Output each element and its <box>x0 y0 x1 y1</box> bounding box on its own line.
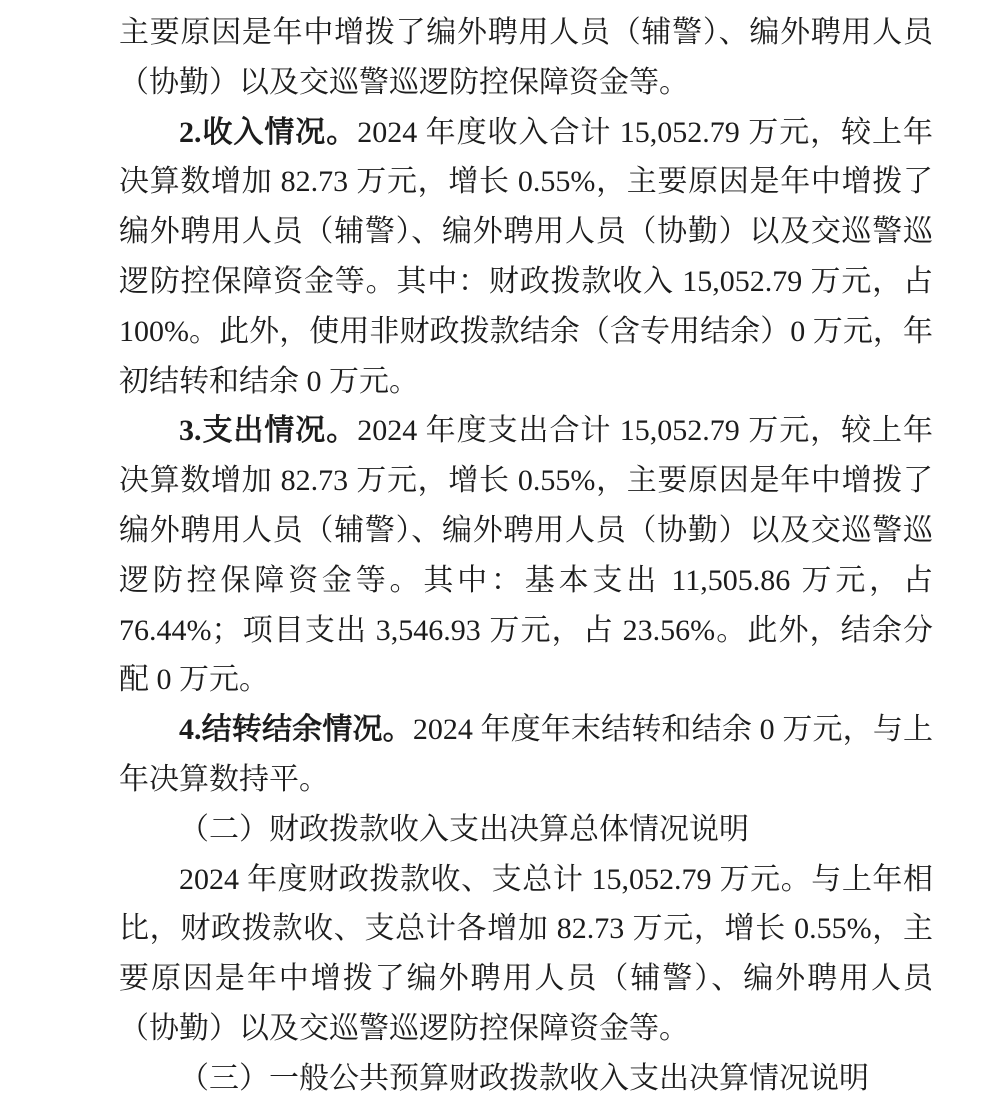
heading-section-two <box>119 805 933 855</box>
paragraph-fiscal-total <box>119 855 933 1054</box>
paragraph-expenditure <box>119 406 933 705</box>
paragraph-income <box>119 108 933 407</box>
heading-section-three-text: （三）一般公共预算财政拨款收入支出决算情况说明 <box>179 1061 869 1095</box>
paragraph-carryover-text: 2024 年度年末结转和结余 0 万元，与上年决算数持平。 <box>119 713 934 796</box>
heading-section-three <box>119 1054 933 1104</box>
paragraph-income-lead: 2.收入情况。 <box>179 115 358 149</box>
heading-section-two-text: （二）财政拨款收入支出决算总体情况说明 <box>179 812 749 846</box>
paragraph-carryover <box>119 705 933 805</box>
paragraph-carryover-lead: 4.结转结余情况。 <box>179 713 413 747</box>
paragraph-expenditure-lead: 3.支出情况。 <box>179 414 358 448</box>
paragraph-text: 主要原因是年中增拨了编外聘用人员（辅警）、编外聘用人员（协勤）以及交巡警巡逻防控保障资金等。 <box>119 16 933 99</box>
paragraph-fiscal-total-text: 2024 年度财政拨款收、支总计 15,052.79 万元。与上年相比，财政拨款收、支总计各增加 82.73 万元，增长 0.55%，主要原因是年中增拨了编外聘用人员（辅警）、编外聘用人员（协勤）以及交巡警巡逻防控保障资金等。 <box>119 862 933 1045</box>
paragraph-expenditure-text: 2024 年度支出合计 15,052.79 万元，较上年决算数增加 82.73 万元，增长 0.55%，主要原因是年中增拨了编外聘用人员（辅警）、编外聘用人员（协勤）以及交巡警巡逻防控保障资金等。其中：基本支出 11,505.86 万元，占 76.44%；项目支出 3,546.93 万元，占 23.56%。此外，结余分配 0 万元。 <box>119 414 934 697</box>
paragraph-income-text: 2024 年度收入合计 15,052.79 万元，较上年决算数增加 82.73 万元，增长 0.55%，主要原因是年中增拨了编外聘用人员（辅警）、编外聘用人员（协勤）以及交巡警巡逻防控保障资金等。其中：财政拨款收入 15,052.79 万元，占 100%。此外，使用非财政拨款结余（含专用结余）0 万元，年初结转和结余 0 万元。 <box>119 115 934 398</box>
document-body <box>119 8 933 1104</box>
paragraph-intro-continuation <box>119 8 933 108</box>
